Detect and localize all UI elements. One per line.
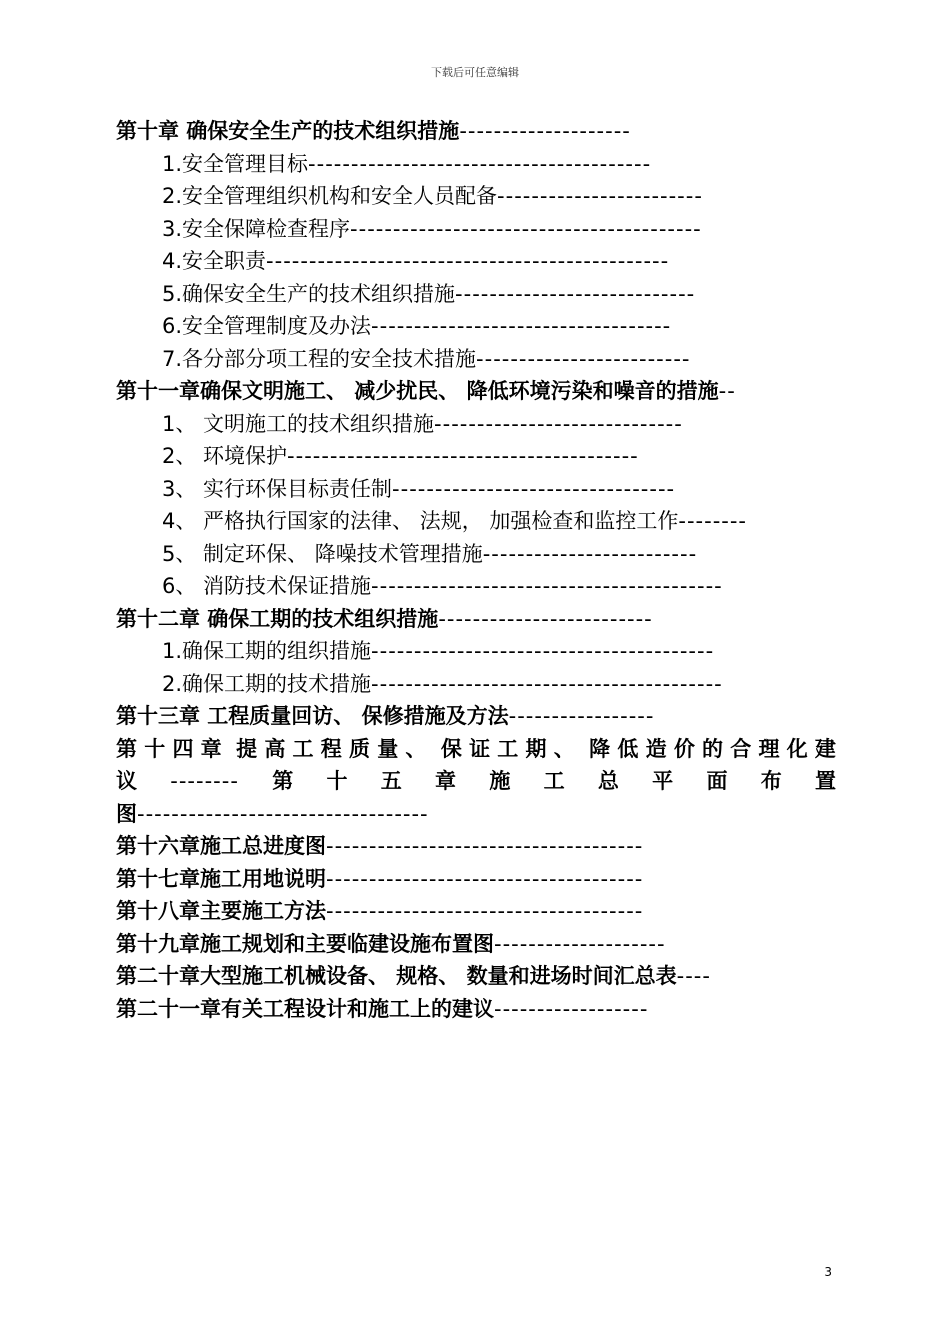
toc-leader: -------------------------------------: [326, 866, 644, 891]
toc-entry-title: 第十七章施工用地说明: [116, 866, 326, 891]
toc-entry-title: 1.确保工期的组织措施: [162, 639, 372, 663]
table-of-contents: [116, 115, 836, 1025]
toc-entry-chapter-15-cont[interactable]: [116, 798, 836, 831]
toc-entry-chapter-19[interactable]: [116, 928, 836, 961]
toc-glyph: 章: [200, 736, 222, 761]
toc-leader: --: [718, 379, 736, 403]
toc-glyph: 程: [320, 736, 342, 761]
toc-leader: -----------------------------------------: [371, 671, 723, 696]
toc-entry-title: 2.安全管理组织机构和安全人员配备: [162, 184, 498, 208]
toc-glyph: 量: [377, 736, 399, 761]
toc-entry-title: 第二十章大型施工机械设备、 规格、 数量和进场时间汇总表: [116, 964, 677, 988]
toc-glyph: 化: [786, 736, 808, 761]
toc-glyph: 的: [702, 736, 724, 761]
toc-entry-title: 3.安全保障检查程序: [162, 216, 351, 241]
toc-glyph: 四: [172, 736, 194, 761]
toc-glyph: 价: [673, 736, 695, 761]
toc-leader: ----------------------------------------: [308, 151, 652, 176]
toc-glyph: 工: [292, 736, 314, 761]
toc-entry[interactable]: [116, 440, 836, 473]
toc-glyph: 十: [144, 736, 166, 761]
toc-entry[interactable]: [116, 213, 836, 246]
toc-entry-title: 1.安全管理目标: [162, 151, 309, 176]
toc-entry-title: 3、 实行环保目标责任制: [162, 476, 393, 501]
toc-entry-title: 第十二章 确保工期的技术组织措施: [116, 606, 439, 631]
toc-leader: -------------------------: [476, 346, 691, 371]
toc-leader: ----------------------------------: [137, 801, 429, 826]
toc-glyph: 总: [597, 769, 619, 793]
toc-entry-title: 6.安全管理制度及办法: [162, 314, 372, 338]
toc-entry-chapter-10[interactable]: [116, 115, 836, 148]
toc-leader: ------------------------: [497, 184, 703, 208]
toc-entry-title: 第十八章主要施工方法: [116, 899, 326, 923]
toc-glyph: 理: [758, 736, 780, 761]
toc-entry[interactable]: [116, 473, 836, 506]
toc-leader: -----------------------------: [434, 411, 683, 436]
toc-entry-chapter-21[interactable]: [116, 993, 836, 1026]
toc-glyph: 、: [553, 736, 575, 761]
toc-entry-title: 5、 制定环保、 降噪技术管理措施: [162, 541, 483, 566]
toc-glyph: 平: [652, 769, 674, 793]
toc-entry-title: 2、 环境保护: [162, 444, 288, 468]
toc-leader: -----------------: [508, 704, 655, 728]
page-number: 3: [824, 1265, 832, 1279]
toc-entry-chapter-16[interactable]: [116, 830, 836, 863]
toc-glyph: 五: [380, 769, 402, 793]
toc-glyph: 面: [706, 769, 728, 793]
toc-leader: ---------------------------------: [392, 476, 676, 501]
toc-glyph: 十: [326, 769, 348, 793]
toc-entry-title: 1、 文明施工的技术组织措施: [162, 411, 435, 436]
toc-entry-title: 7.各分部分项工程的安全技术措施: [162, 346, 477, 371]
toc-glyph: 置: [815, 769, 836, 793]
toc-glyph: 保: [440, 736, 462, 761]
toc-entry[interactable]: [116, 505, 836, 538]
toc-entry[interactable]: [116, 570, 836, 603]
toc-entry[interactable]: [116, 635, 836, 668]
toc-entry-chapter-18[interactable]: [116, 895, 836, 928]
toc-glyph: 章: [435, 769, 457, 793]
toc-entry-chapter-14[interactable]: [116, 733, 836, 766]
toc-glyph: 质: [348, 736, 370, 761]
toc-glyph: 第: [272, 769, 294, 793]
toc-glyph: 、: [405, 736, 427, 761]
toc-glyph: 期: [525, 736, 547, 761]
toc-glyph: 工: [497, 736, 519, 761]
toc-glyph: 证: [469, 736, 491, 761]
toc-leader: -----------------------------------------: [371, 574, 723, 598]
toc-entry-title: 图: [116, 801, 137, 826]
toc-entry[interactable]: [116, 538, 836, 571]
toc-glyph: 造: [645, 736, 667, 761]
toc-entry[interactable]: [116, 668, 836, 701]
toc-entry-title: 第十六章施工总进度图: [116, 834, 326, 858]
toc-entry-title: 第十九章施工规划和主要临建设施布置图: [116, 931, 494, 956]
toc-glyph: 建: [814, 736, 836, 761]
toc-entry-title: 2.确保工期的技术措施: [162, 671, 372, 696]
toc-entry-chapter-20[interactable]: [116, 960, 836, 993]
toc-entry[interactable]: [116, 245, 836, 278]
toc-leader: --------------------: [494, 931, 666, 956]
toc-entry[interactable]: [116, 343, 836, 376]
toc-entry[interactable]: [116, 310, 836, 343]
toc-glyph: --------: [170, 769, 239, 793]
toc-glyph: 第: [116, 736, 137, 761]
toc-glyph: 工: [543, 769, 565, 793]
toc-entry-title: 第二十一章有关工程设计和施工上的建议: [116, 996, 494, 1021]
toc-glyph: 降: [589, 736, 611, 761]
toc-entry[interactable]: [116, 180, 836, 213]
toc-entry-chapter-15[interactable]: [116, 765, 836, 798]
toc-glyph: 高: [264, 736, 286, 761]
toc-entry-title: 第十一章确保文明施工、 减少扰民、 降低环境污染和噪音的措施: [116, 379, 719, 403]
toc-entry-title: 5.确保安全生产的技术组织措施: [162, 281, 456, 306]
toc-leader: -----------------------------------------: [287, 444, 639, 468]
toc-leader: ----: [676, 964, 711, 988]
toc-leader: ----------------------------: [455, 281, 696, 306]
toc-glyph: 低: [617, 736, 639, 761]
toc-entry-title: 4、 严格执行国家的法律、 法规， 加强检查和监控工作: [162, 509, 679, 533]
toc-entry-chapter-11[interactable]: [116, 375, 836, 408]
toc-glyph: 施: [489, 769, 511, 793]
toc-glyph: 布: [760, 769, 782, 793]
toc-entry-chapter-12[interactable]: [116, 603, 836, 636]
toc-leader: -----------------------------------: [371, 314, 672, 338]
toc-leader: ----------------------------------------: [371, 639, 715, 663]
toc-leader: --------: [678, 509, 748, 533]
toc-entry[interactable]: [116, 408, 836, 441]
toc-entry-chapter-17[interactable]: [116, 863, 836, 896]
toc-leader: -----------------------------------------------: [266, 249, 670, 273]
toc-leader: -------------------------: [438, 606, 653, 631]
toc-glyph: 合: [730, 736, 752, 761]
toc-leader: -------------------------------------: [326, 834, 644, 858]
toc-leader: -------------------------------------: [326, 899, 644, 923]
toc-entry-title: 第十三章 工程质量回访、 保修措施及方法: [116, 704, 509, 728]
toc-entry-chapter-13[interactable]: [116, 700, 836, 733]
toc-entry-title: 第十章 确保安全生产的技术组织措施: [116, 119, 460, 143]
toc-entry-title: 4.安全职责: [162, 249, 267, 273]
toc-entry[interactable]: [116, 278, 836, 311]
toc-leader: -----------------------------------------: [350, 216, 702, 241]
toc-leader: -------------------------: [482, 541, 698, 566]
toc-entry-title: 6、 消防技术保证措施: [162, 574, 372, 598]
toc-entry[interactable]: [116, 148, 836, 181]
toc-glyph: 提: [236, 736, 258, 761]
page-header: 下载后可任意编辑: [431, 66, 519, 79]
toc-leader: ------------------: [494, 996, 649, 1021]
toc-glyph: 议: [116, 769, 137, 793]
toc-leader: --------------------: [459, 119, 631, 143]
